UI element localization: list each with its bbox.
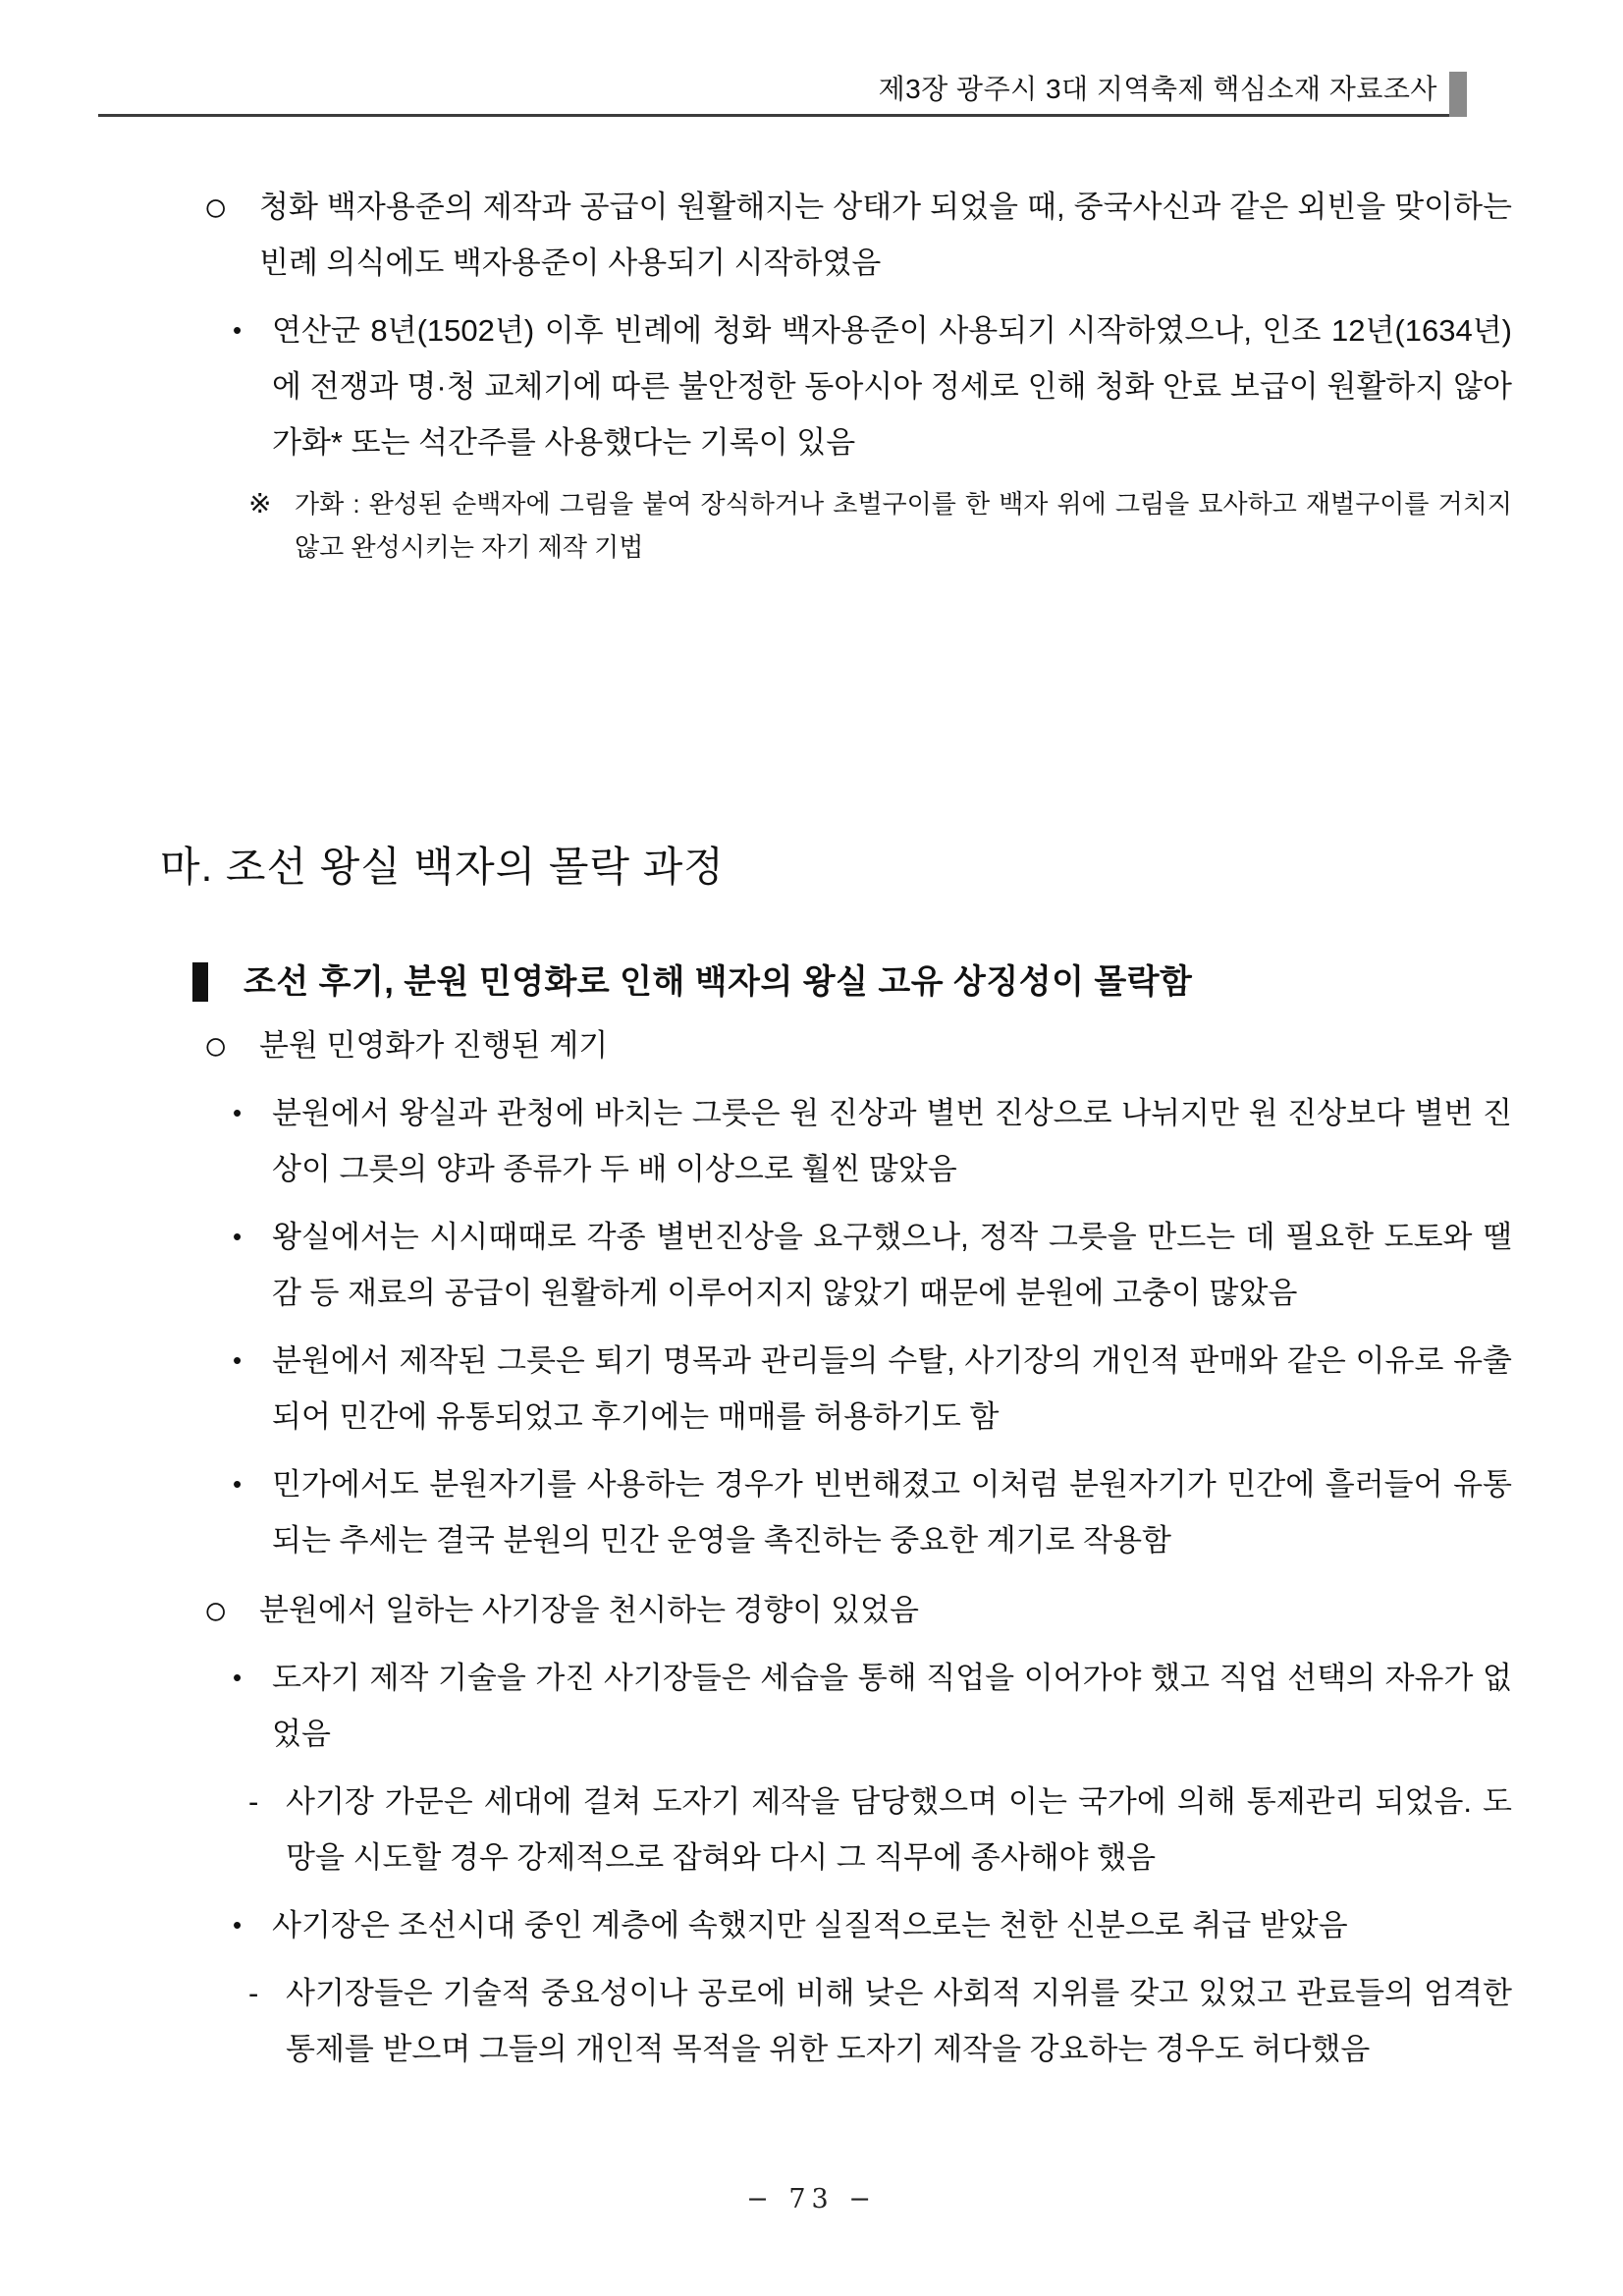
- bullet-marker-icon: •: [233, 1098, 243, 1127]
- bullet-marker-icon: •: [233, 1663, 243, 1692]
- bullet-marker-icon: •: [233, 1222, 243, 1251]
- dash-item-text: 사기장 가문은 세대에 걸쳐 도자기 제작을 담당했으며 이는 국가에 의해 통제관리 되었음. 도망을 시도할 경우 강제적으로 잡혀와 다시 그 직무에 종사해야 했음: [286, 1784, 1512, 1875]
- bullet-marker-icon: •: [233, 1910, 243, 1940]
- bullet-marker-icon: •: [233, 1469, 243, 1499]
- dash-item: [248, 1965, 1512, 2077]
- bullet-item: [233, 1209, 1512, 1321]
- chapter-title: 제3장 광주시 3대 지역축제 핵심소재 자료조사: [878, 74, 1437, 104]
- bullet-marker-icon: •: [233, 315, 243, 345]
- circle-item: [203, 1582, 1512, 1638]
- bullet-item: [233, 302, 1512, 470]
- bullet-item: [233, 1333, 1512, 1445]
- note-marker-icon: ※: [248, 488, 272, 519]
- bullet-item: [233, 1456, 1512, 1568]
- bullet-item-text: 분원에서 왕실과 관청에 바치는 그릇은 원 진상과 별번 진상으로 나뉘지만 원 진상보다 별번 진상이 그릇의 양과 종류가 두 배 이상으로 훨씬 많았음: [272, 1096, 1512, 1186]
- circle-marker-icon: ○: [203, 1022, 229, 1068]
- bullet-item-text: 도자기 제작 기술을 가진 사기장들은 세습을 통해 직업을 이어가야 했고 직업 선택의 자유가 없었음: [272, 1661, 1512, 1751]
- circle-marker-icon: ○: [203, 184, 229, 230]
- bullet-item-text: 민가에서도 분원자기를 사용하는 경우가 빈번해졌고 이처럼 분원자기가 민간에 흘러들어 유통되는 추세는 결국 분원의 민간 운영을 촉진하는 중요한 계기로 작용함: [272, 1467, 1512, 1558]
- black-bar-icon: [192, 962, 208, 1002]
- bullet-item: [233, 1085, 1512, 1197]
- header-accent-bar-icon: [1449, 72, 1467, 117]
- circle-item: [203, 179, 1512, 291]
- section-top: [0, 179, 1512, 569]
- footnote-text: 가화 : 완성된 순백자에 그림을 붙여 장식하거나 초벌구이를 한 백자 위에 그림을 묘사하고 재벌구이를 거치지 않고 완성시키는 자기 제작 기법: [295, 489, 1512, 562]
- bar-heading: [192, 960, 1512, 1004]
- dash-marker-icon: -: [248, 1976, 259, 2010]
- dash-item-text: 사기장들은 기술적 중요성이나 공로에 비해 낮은 사회적 지위를 갖고 있었고 관료들의 엄격한 통제를 받으며 그들의 개인적 목적을 위한 도자기 제작을 강요하는 경우도 허다했음: [286, 1976, 1512, 2066]
- bullet-item-text: 연산군 8년(1502년) 이후 빈례에 청화 백자용준이 사용되기 시작하였으나, 인조 12년(1634년)에 전쟁과 명·청 교체기에 따른 불안정한 동아시아 정세로 인해 청화 안료 보급이 원활하지 않아 가화* 또는 석간주를 사용했다는 기록이 있음: [272, 313, 1512, 460]
- dash-marker-icon: -: [248, 1784, 259, 1819]
- bullet-item-text: 왕실에서는 시시때때로 각종 별번진상을 요구했으나, 정작 그릇을 만드는 데 필요한 도토와 땔감 등 재료의 공급이 원활하게 이루어지지 않았기 때문에 분원에 고충이 많았음: [272, 1220, 1512, 1310]
- bullet-marker-icon: •: [233, 1345, 243, 1375]
- section-heading: 마. 조선 왕실 백자의 몰락 과정: [160, 844, 725, 890]
- footnote-item: [248, 482, 1512, 569]
- page-body: [0, 119, 1512, 2089]
- bullet-item-text: 분원에서 제작된 그릇은 퇴기 명목과 관리들의 수탈, 사기장의 개인적 판매와 같은 이유로 유출되어 민간에 유통되었고 후기에는 매매를 허용하기도 함: [272, 1343, 1512, 1434]
- circle-item-text: 분원 민영화가 진행된 계기: [259, 1028, 609, 1063]
- header-rule: [98, 72, 1449, 117]
- bullet-item-text: 사기장은 조선시대 중인 계층에 속했지만 실질적으로는 천한 신분으로 취급 받았음: [272, 1908, 1348, 1942]
- page-header: [98, 0, 1467, 117]
- bar-heading-text: 조선 후기, 분원 민영화로 인해 백자의 왕실 고유 상징성이 몰락함: [243, 963, 1193, 1001]
- circle-marker-icon: ○: [203, 1587, 229, 1633]
- circle-item-text: 분원에서 일하는 사기장을 천시하는 경향이 있었음: [259, 1593, 919, 1627]
- dash-item: [248, 1774, 1512, 1886]
- circle-item-text: 청화 백자용준의 제작과 공급이 원활해지는 상태가 되었을 때, 중국사신과 같은 외빈을 맞이하는 빈례 의식에도 백자용준이 사용되기 시작하였음: [259, 190, 1512, 280]
- circle-item: [203, 1017, 1512, 1073]
- bullet-item: [233, 1897, 1512, 1953]
- page-number: − 73 −: [746, 2184, 877, 2214]
- bullet-item: [233, 1650, 1512, 1762]
